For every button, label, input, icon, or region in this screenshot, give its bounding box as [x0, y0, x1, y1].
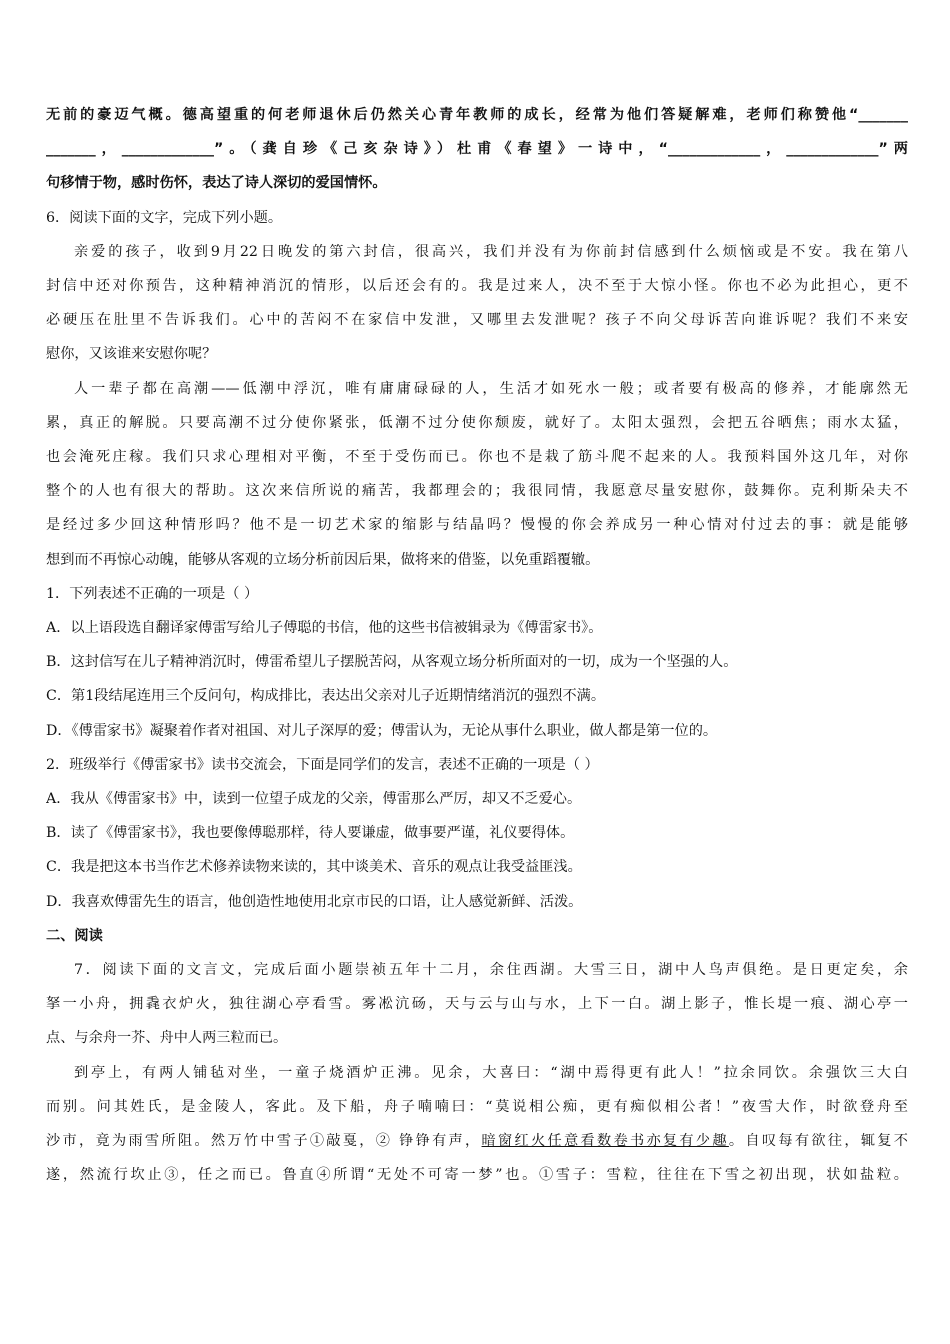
- q6-para1-line: 封信中还对你预告，这种精神消沉的情形，以后还会有的。我是过来人，决不至于大惊小怪。你也不必为此担心，更不: [46, 278, 908, 295]
- sub2-option-d: D．我喜欢傅雷先生的语言，他创造性地使用北京市民的口语，让人感觉新鲜、活泼。: [46, 893, 583, 910]
- sub2-option-a: A．我从《傅雷家书》中，读到一位望子成龙的父亲，傅雷那么严厉，却又不乏爱心。: [46, 791, 582, 808]
- sub2-stem: 2．班级举行《傅雷家书》读书交流会，下面是同学们的发言，表述不正确的一项是（ ）: [46, 756, 599, 773]
- q6-para2-line: 累，真正的解脱。只要高潮不过分使你紧张，低潮不过分使你颓废，就好了。太阳太强烈，会把五谷晒焦；雨水太猛，: [46, 414, 908, 431]
- sub1-stem: 1．下列表述不正确的一项是（ ）: [46, 585, 259, 602]
- q7-para1-line: 7．阅读下面的文言文，完成后面小题崇祯五年十二月，余住西湖。大雪三日，湖中人鸟声俱绝。是日更定矣，余: [74, 962, 908, 979]
- q7-para2-line: 而别。问其姓氏，是金陵人，客此。及下船，舟子喃喃曰：“莫说相公痴，更有痴似相公者！”夜雪大作，时欲登舟至: [46, 1098, 908, 1115]
- q6-para1-line: 必硬压在肚里不告诉我们。心中的苦闷不在家信中发泄，又哪里去发泄呢？孩子不向父母诉苦向谁诉呢？我们不来安: [46, 312, 908, 329]
- intro-line: _______，_____________”。（龚自珍《己亥杂诗》）杜甫《春望》一诗中，“_____________，_____________”两: [46, 141, 908, 158]
- sub1-option-b: B．这封信写在儿子精神消沉时，傅雷希望儿子摆脱苦闷，从客观立场分析所面对的一切，成为一个坚强的人。: [46, 654, 738, 671]
- sub2-option-b: B．读了《傅雷家书》，我也要像傅聪那样，待人要谦虚，做事要严谨，礼仪要得体。: [46, 825, 575, 842]
- q6-para2-line: 人一辈子都在高潮——低潮中浮沉，唯有庸庸碌碌的人，生活才如死水一般；或者要有极高的修养，才能廓然无: [74, 380, 908, 397]
- intro-line: 句移情于物，感时伤怀，表达了诗人深切的爱国情怀。: [46, 175, 387, 192]
- q6-para2-line: 是经过多少回这种情形吗？他不是一切艺术家的缩影与结晶吗？慢慢的你会养成另一种心情对付过去的事：就是能够: [46, 517, 908, 534]
- q7-para1-line: 点、与余舟一芥、舟中人两三粒而已。: [46, 1030, 288, 1047]
- q6-para2-line: 整个的人也有很大的帮助。这次来信所说的痛苦，我都理会的；我很同情，我愿意尽量安慰你，鼓舞你。克利斯朵夫不: [46, 483, 908, 500]
- q7-underlined-sentence: 暗窗红火任意看数卷书亦复有少趣: [481, 1133, 729, 1150]
- q7-text-before: 沙市，竟为雨雪所阻。然万竹中雪子①敲戛，② 铮铮有声，: [46, 1133, 482, 1150]
- q7-para1-line: 拏一小舟，拥毳衣炉火，独往湖心亭看雪。雾凇沆砀，天与云与山与水，上下一白。湖上影子，惟长堤一痕、湖心亭一: [46, 996, 908, 1013]
- intro-line: 无前的豪迈气概。德高望重的何老师退休后仍然关心青年教师的成长，经常为他们答疑解难，老师们称赞他“_______: [46, 107, 908, 123]
- q6-heading: 6．阅读下面的文字，完成下列小题。: [46, 209, 283, 226]
- section-title: 二、阅读: [46, 927, 103, 944]
- document-page: [46, 98, 908, 1193]
- q7-para2-line: 遂，然流行坎止③，任之而已。鲁直④所谓“无处不可寄一梦”也。①雪子：雪粒，往往在下雪之初出现，状如盐粒。: [46, 1167, 908, 1184]
- q7-para2-line: 到亭上，有两人铺毡对坐，一童子烧酒炉正沸。见余，大喜曰：“湖中焉得更有此人！”拉余同饮。余强饮三大白: [74, 1064, 908, 1081]
- q7-text-after: 。自叹每有欲往，辄复不: [728, 1133, 908, 1150]
- q6-para2-line: 也会淹死庄稼。我们只求心理相对平衡，不至于受伤而已。你也不是栽了筋斗爬不起来的人。我预料国外这几年，对你: [46, 449, 908, 466]
- sub2-option-c: C．我是把这本书当作艺术修养读物来读的，其中谈美术、音乐的观点让我受益匪浅。: [46, 859, 582, 876]
- sub1-option-c: C．第1段结尾连用三个反问句，构成排比，表达出父亲对儿子近期情绪消沉的强烈不满。: [46, 688, 606, 705]
- sub1-option-a: A．以上语段选自翻译家傅雷写给儿子傅聪的书信，他的这些书信被辑录为《傅雷家书》。: [46, 620, 603, 637]
- sub1-option-d: D．《傅雷家书》凝聚着作者对祖国、对儿子深厚的爱；傅雷认为，无论从事什么职业，做人都是第一位的。: [46, 722, 718, 739]
- q6-para1-line: 慰你，又该谁来安慰你呢？: [46, 346, 217, 363]
- q6-para1-line: 亲爱的孩子，收到9月22日晚发的第六封信，很高兴，我们并没有为你前封信感到什么烦恼或是不安。我在第八: [74, 243, 908, 260]
- q7-para2-line: [46, 1124, 908, 1158]
- q6-para2-line: 想到而不再惊心动魄，能够从客观的立场分析前因后果，做将来的借鉴，以免重蹈覆辙。: [46, 551, 600, 568]
